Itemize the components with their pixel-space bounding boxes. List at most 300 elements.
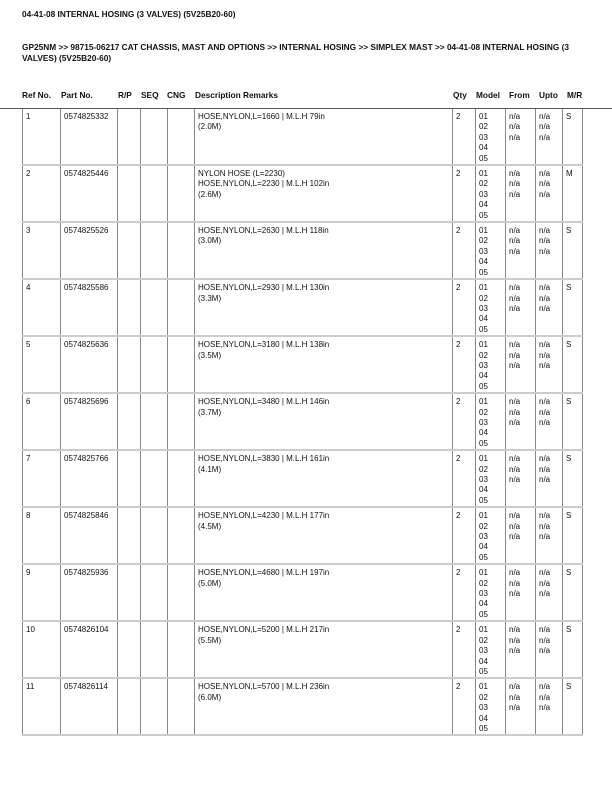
- ref-cell: [23, 279, 61, 336]
- description-line: (4.1M): [198, 464, 222, 474]
- from-value: n/a: [509, 112, 521, 121]
- seq-cell: [141, 564, 168, 621]
- qty-cell: [453, 336, 476, 393]
- model-cell: [476, 109, 506, 165]
- model-code: 04: [479, 200, 488, 210]
- ref-cell: [23, 222, 61, 279]
- table-row: [23, 621, 583, 678]
- mr-cell: [563, 450, 583, 507]
- ref-no: 2: [26, 169, 31, 179]
- model-cell: [476, 450, 506, 507]
- upto-value: n/a: [539, 475, 551, 484]
- rp-cell: [118, 109, 141, 165]
- qty: 2: [456, 397, 461, 407]
- model-code: 05: [479, 210, 488, 220]
- upto-value: n/a: [539, 293, 551, 303]
- model-code: 03: [479, 360, 488, 370]
- mr-value: S: [566, 454, 572, 464]
- upto-cell: [536, 222, 563, 279]
- from-cell: [506, 336, 536, 393]
- part-no: 0574825936: [64, 568, 109, 578]
- qty-cell: [453, 450, 476, 507]
- description-line: HOSE,NYLON,L=5200 | M.L.H 217in: [198, 625, 330, 635]
- part-no: 0574825766: [64, 454, 109, 464]
- table-row: [23, 564, 583, 621]
- qty-cell: [453, 279, 476, 336]
- from-value: n/a: [509, 303, 521, 313]
- qty: 2: [456, 340, 461, 350]
- model-code: 03: [479, 703, 488, 713]
- model-code: 04: [479, 599, 488, 609]
- cng-cell: [168, 336, 195, 393]
- part-cell: [61, 621, 118, 678]
- description-line: NYLON HOSE (L=2230): [198, 169, 285, 179]
- model-cell: [476, 621, 506, 678]
- from-value: n/a: [509, 226, 521, 236]
- from-value: n/a: [509, 625, 521, 635]
- cng-cell: [168, 507, 195, 564]
- part-cell: [61, 678, 118, 735]
- mr-value: S: [566, 112, 572, 121]
- qty: 2: [456, 625, 461, 635]
- cng-cell: [168, 109, 195, 165]
- ref-no: 8: [26, 511, 31, 521]
- model-code: 05: [479, 723, 488, 733]
- ref-no: 3: [26, 226, 31, 236]
- part-cell: [61, 336, 118, 393]
- ref-cell: [23, 109, 61, 165]
- upto-value: n/a: [539, 360, 551, 370]
- upto-value: n/a: [539, 417, 551, 427]
- upto-cell: [536, 393, 563, 450]
- part-cell: [61, 165, 118, 222]
- description-line: (3.3M): [198, 293, 222, 303]
- ref-no: 7: [26, 454, 31, 464]
- ref-cell: [23, 450, 61, 507]
- seq-cell: [141, 507, 168, 564]
- from-value: n/a: [509, 646, 521, 656]
- desc-cell: [195, 165, 453, 222]
- mr-cell: [563, 564, 583, 621]
- from-value: n/a: [509, 122, 521, 132]
- from-value: n/a: [509, 169, 521, 179]
- qty-cell: [453, 621, 476, 678]
- cng-cell: [168, 165, 195, 222]
- qty: 2: [456, 511, 461, 521]
- from-value: n/a: [509, 521, 521, 531]
- model-code: 05: [479, 438, 488, 448]
- part-cell: [61, 222, 118, 279]
- from-value: n/a: [509, 407, 521, 417]
- description-line: HOSE,NYLON,L=5700 | M.L.H 236in: [198, 682, 330, 692]
- upto-value: n/a: [539, 397, 551, 407]
- from-value: n/a: [509, 293, 521, 303]
- model-code: 03: [479, 475, 488, 484]
- rp-cell: [118, 393, 141, 450]
- upto-value: n/a: [539, 189, 551, 199]
- upto-value: n/a: [539, 236, 551, 246]
- from-cell: [506, 222, 536, 279]
- model-code: 04: [479, 656, 488, 666]
- model-code: 04: [479, 428, 488, 438]
- model-code: 01: [479, 511, 488, 521]
- upto-value: n/a: [539, 521, 551, 531]
- model-cell: [476, 165, 506, 222]
- desc-cell: [195, 450, 453, 507]
- qty: 2: [456, 169, 461, 179]
- header-cng: CNG: [167, 90, 186, 100]
- qty: 2: [456, 283, 461, 293]
- ref-cell: [23, 564, 61, 621]
- description-line: (5.0M): [198, 578, 222, 588]
- model-code: 02: [479, 464, 488, 474]
- from-value: n/a: [509, 132, 521, 142]
- qty: 2: [456, 226, 461, 236]
- seq-cell: [141, 279, 168, 336]
- upto-value: n/a: [539, 179, 551, 189]
- model-code: 05: [479, 495, 488, 505]
- table-row: [23, 109, 583, 165]
- model-code: 05: [479, 153, 488, 163]
- description-line: HOSE,NYLON,L=1660 | M.L.H 79in: [198, 112, 325, 121]
- model-code: 01: [479, 340, 488, 350]
- part-cell: [61, 507, 118, 564]
- upto-value: n/a: [539, 122, 551, 132]
- upto-value: n/a: [539, 578, 551, 588]
- upto-value: n/a: [539, 350, 551, 360]
- from-value: n/a: [509, 682, 521, 692]
- table-row: [23, 222, 583, 279]
- from-value: n/a: [509, 703, 521, 713]
- header-rp: R/P: [118, 90, 132, 100]
- page-title: 04-41-08 INTERNAL HOSING (3 VALVES) (5V25B20-60): [22, 9, 236, 19]
- model-code: 02: [479, 578, 488, 588]
- from-value: n/a: [509, 360, 521, 370]
- mr-value: S: [566, 226, 572, 236]
- description-line: HOSE,NYLON,L=3180 | M.L.H 138in: [198, 340, 330, 350]
- mr-cell: [563, 336, 583, 393]
- desc-cell: [195, 279, 453, 336]
- qty-cell: [453, 564, 476, 621]
- table-row: [23, 450, 583, 507]
- model-code: 01: [479, 568, 488, 578]
- model-cell: [476, 393, 506, 450]
- description-line: (3.0M): [198, 236, 222, 246]
- description-line: (3.7M): [198, 407, 222, 417]
- upto-cell: [536, 621, 563, 678]
- table-row: [23, 507, 583, 564]
- qty-cell: [453, 109, 476, 165]
- cng-cell: [168, 450, 195, 507]
- model-cell: [476, 678, 506, 735]
- upto-value: n/a: [539, 646, 551, 656]
- table-row: [23, 336, 583, 393]
- model-code: 02: [479, 635, 488, 645]
- qty: 2: [456, 682, 461, 692]
- rp-cell: [118, 165, 141, 222]
- header-model: Model: [476, 90, 500, 100]
- mr-value: S: [566, 625, 572, 635]
- description-line: HOSE,NYLON,L=4680 | M.L.H 197in: [198, 568, 330, 578]
- upto-value: n/a: [539, 407, 551, 417]
- description-line: (2.0M): [198, 122, 222, 132]
- part-no: 0574825332: [64, 112, 109, 121]
- model-code: 03: [479, 246, 488, 256]
- qty: 2: [456, 568, 461, 578]
- model-code: 02: [479, 179, 488, 189]
- model-code: 05: [479, 609, 488, 619]
- upto-cell: [536, 279, 563, 336]
- part-cell: [61, 450, 118, 507]
- description-line: (4.5M): [198, 521, 222, 531]
- ref-cell: [23, 507, 61, 564]
- table-row: [23, 279, 583, 336]
- model-code: 02: [479, 407, 488, 417]
- from-cell: [506, 109, 536, 165]
- model-code: 04: [479, 542, 488, 552]
- mr-cell: [563, 678, 583, 735]
- cng-cell: [168, 393, 195, 450]
- from-value: n/a: [509, 692, 521, 702]
- from-value: n/a: [509, 283, 521, 293]
- model-code: 03: [479, 646, 488, 656]
- from-value: n/a: [509, 511, 521, 521]
- upto-cell: [536, 450, 563, 507]
- from-cell: [506, 450, 536, 507]
- upto-cell: [536, 165, 563, 222]
- upto-value: n/a: [539, 132, 551, 142]
- mr-value: M: [566, 169, 573, 179]
- model-code: 02: [479, 521, 488, 531]
- qty-cell: [453, 507, 476, 564]
- upto-value: n/a: [539, 703, 551, 713]
- upto-value: n/a: [539, 568, 551, 578]
- description-line: HOSE,NYLON,L=4230 | M.L.H 177in: [198, 511, 330, 521]
- part-cell: [61, 109, 118, 165]
- from-cell: [506, 507, 536, 564]
- model-code: 03: [479, 189, 488, 199]
- model-cell: [476, 507, 506, 564]
- model-code: 01: [479, 283, 488, 293]
- model-code: 04: [479, 485, 488, 495]
- mr-value: S: [566, 283, 572, 293]
- from-value: n/a: [509, 340, 521, 350]
- model-code: 01: [479, 169, 488, 179]
- description-line: HOSE,NYLON,L=3830 | M.L.H 161in: [198, 454, 330, 464]
- seq-cell: [141, 165, 168, 222]
- description-line: (2.6M): [198, 189, 222, 199]
- desc-cell: [195, 336, 453, 393]
- model-code: 01: [479, 625, 488, 635]
- parts-table: [22, 109, 583, 736]
- upto-value: n/a: [539, 226, 551, 236]
- mr-cell: [563, 621, 583, 678]
- model-cell: [476, 279, 506, 336]
- model-code: 04: [479, 143, 488, 153]
- part-no: 0574826104: [64, 625, 109, 635]
- cng-cell: [168, 279, 195, 336]
- rp-cell: [118, 279, 141, 336]
- description-line: HOSE,NYLON,L=2630 | M.L.H 118in: [198, 226, 329, 236]
- model-code: 05: [479, 666, 488, 676]
- model-code: 04: [479, 713, 488, 723]
- from-value: n/a: [509, 532, 521, 542]
- mr-value: S: [566, 397, 572, 407]
- model-code: 02: [479, 293, 488, 303]
- header-part: Part No.: [61, 90, 93, 100]
- seq-cell: [141, 109, 168, 165]
- upto-value: n/a: [539, 532, 551, 542]
- from-value: n/a: [509, 246, 521, 256]
- model-code: 04: [479, 371, 488, 381]
- part-no: 0574825586: [64, 283, 109, 293]
- upto-cell: [536, 564, 563, 621]
- header-upto: Upto: [539, 90, 558, 100]
- ref-no: 5: [26, 340, 31, 350]
- header-desc: Description Remarks: [195, 90, 279, 100]
- mr-cell: [563, 222, 583, 279]
- seq-cell: [141, 336, 168, 393]
- model-code: 03: [479, 532, 488, 542]
- mr-cell: [563, 165, 583, 222]
- part-cell: [61, 564, 118, 621]
- upto-value: n/a: [539, 303, 551, 313]
- model-code: 05: [479, 552, 488, 562]
- ref-cell: [23, 393, 61, 450]
- mr-cell: [563, 393, 583, 450]
- model-code: 03: [479, 589, 488, 599]
- header-ref: Ref No.: [22, 90, 52, 100]
- part-no: 0574825636: [64, 340, 109, 350]
- from-value: n/a: [509, 397, 521, 407]
- model-cell: [476, 222, 506, 279]
- description-line: HOSE,NYLON,L=3480 | M.L.H 146in: [198, 397, 330, 407]
- header-qty: Qty: [453, 90, 467, 100]
- table-header: [0, 88, 612, 109]
- qty-cell: [453, 222, 476, 279]
- mr-value: S: [566, 511, 572, 521]
- description-line: HOSE,NYLON,L=2930 | M.L.H 130in: [198, 283, 330, 293]
- qty-cell: [453, 165, 476, 222]
- desc-cell: [195, 222, 453, 279]
- mr-value: S: [566, 682, 572, 692]
- seq-cell: [141, 621, 168, 678]
- description-line: (5.5M): [198, 635, 222, 645]
- ref-no: 9: [26, 568, 31, 578]
- cng-cell: [168, 621, 195, 678]
- model-code: 04: [479, 257, 488, 267]
- desc-cell: [195, 678, 453, 735]
- header-mr: M/R: [567, 90, 583, 100]
- rp-cell: [118, 450, 141, 507]
- model-code: 02: [479, 122, 488, 132]
- desc-cell: [195, 564, 453, 621]
- model-code: 02: [479, 236, 488, 246]
- from-value: n/a: [509, 635, 521, 645]
- desc-cell: [195, 393, 453, 450]
- ref-no: 4: [26, 283, 31, 293]
- qty-cell: [453, 393, 476, 450]
- ref-cell: [23, 336, 61, 393]
- model-code: 01: [479, 112, 488, 121]
- rp-cell: [118, 507, 141, 564]
- from-value: n/a: [509, 179, 521, 189]
- mr-cell: [563, 279, 583, 336]
- model-code: 03: [479, 132, 488, 142]
- from-value: n/a: [509, 417, 521, 427]
- ref-no: 1: [26, 112, 31, 121]
- model-code: 03: [479, 417, 488, 427]
- header-from: From: [509, 90, 530, 100]
- seq-cell: [141, 222, 168, 279]
- upto-value: n/a: [539, 283, 551, 293]
- desc-cell: [195, 507, 453, 564]
- seq-cell: [141, 678, 168, 735]
- from-value: n/a: [509, 589, 521, 599]
- desc-cell: [195, 621, 453, 678]
- cng-cell: [168, 678, 195, 735]
- from-cell: [506, 678, 536, 735]
- model-code: 01: [479, 397, 488, 407]
- from-value: n/a: [509, 568, 521, 578]
- ref-cell: [23, 621, 61, 678]
- part-cell: [61, 393, 118, 450]
- mr-value: S: [566, 568, 572, 578]
- upto-value: n/a: [539, 169, 551, 179]
- qty: 2: [456, 454, 461, 464]
- model-code: 01: [479, 226, 488, 236]
- part-no: 0574825846: [64, 511, 109, 521]
- model-cell: [476, 336, 506, 393]
- qty-cell: [453, 678, 476, 735]
- ref-cell: [23, 165, 61, 222]
- table-row: [23, 678, 583, 735]
- model-code: 04: [479, 314, 488, 324]
- seq-cell: [141, 450, 168, 507]
- part-no: 0574825696: [64, 397, 109, 407]
- rp-cell: [118, 621, 141, 678]
- part-no: 0574825446: [64, 169, 109, 179]
- upto-value: n/a: [539, 454, 551, 464]
- ref-no: 10: [26, 625, 35, 635]
- cng-cell: [168, 222, 195, 279]
- breadcrumb: GP25NM >> 98715-06217 CAT CHASSIS, MAST AND OPTIONS >> INTERNAL HOSING >> SIMPLEX MAST >> 04-41-08 INTERNAL HOSING (3 VALVES) (5V25B20-60): [22, 42, 569, 63]
- model-code: 01: [479, 682, 488, 692]
- qty: 2: [456, 112, 461, 121]
- upto-value: n/a: [539, 625, 551, 635]
- ref-no: 11: [26, 682, 35, 692]
- model-code: 02: [479, 692, 488, 702]
- from-value: n/a: [509, 454, 521, 464]
- cng-cell: [168, 564, 195, 621]
- mr-value: S: [566, 340, 572, 350]
- model-code: 05: [479, 324, 488, 334]
- part-cell: [61, 279, 118, 336]
- part-no: 0574826114: [64, 682, 108, 692]
- description-line: HOSE,NYLON,L=2230 | M.L.H 102in: [198, 179, 330, 189]
- from-cell: [506, 393, 536, 450]
- ref-no: 6: [26, 397, 31, 407]
- header-seq: SEQ: [141, 90, 159, 100]
- upto-cell: [536, 507, 563, 564]
- model-code: 05: [479, 381, 488, 391]
- upto-value: n/a: [539, 511, 551, 521]
- upto-value: n/a: [539, 464, 551, 474]
- model-code: 01: [479, 454, 488, 464]
- from-cell: [506, 621, 536, 678]
- upto-value: n/a: [539, 635, 551, 645]
- desc-cell: [195, 109, 453, 165]
